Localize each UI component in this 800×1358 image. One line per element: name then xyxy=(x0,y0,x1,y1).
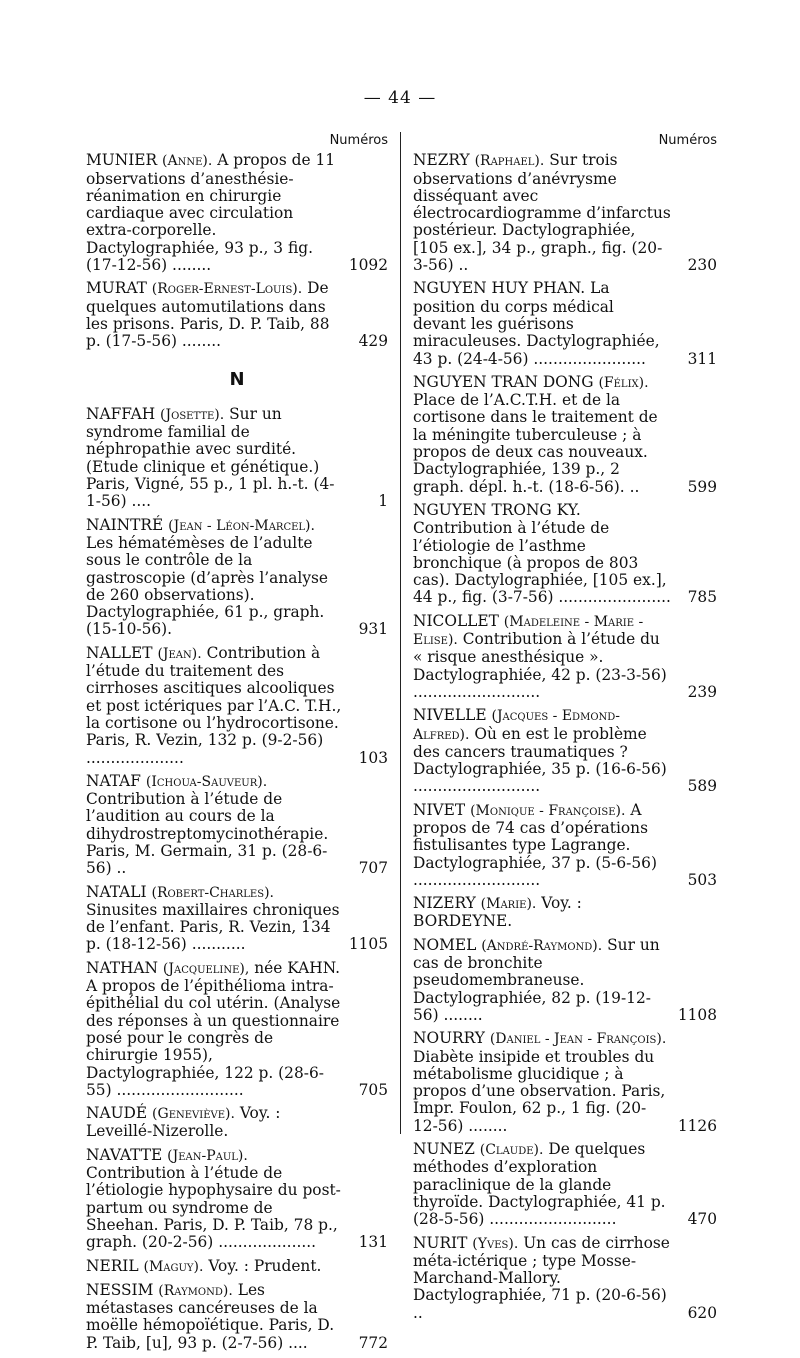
author-given-names: (André-Raymond). xyxy=(481,937,603,954)
author-name: NEZRY xyxy=(413,151,470,170)
author-given-names: (Raphael). xyxy=(474,153,545,170)
author-given-names: (Maguy). xyxy=(143,1258,204,1275)
left-column xyxy=(86,132,388,1358)
author-name: MUNIER xyxy=(86,151,158,170)
author-name: NGUYEN TRONG KY. xyxy=(413,500,581,519)
entry-number: 131 xyxy=(358,1233,388,1252)
thesis-description: La position du corps médical devant les guérisons miraculeuses. Dactylographiée, 43 p. (24-4-56) ....................... xyxy=(413,279,660,368)
bibliography-entry xyxy=(86,280,388,350)
column-header-numeros: Numéros xyxy=(658,133,717,148)
thesis-description: née KAHN. A propos de l’épithélioma intra-épithélial du col utérin. (Analyse des réponses à un questionnaire posé pour le congrès de chirurgie 1955), Dactylographiée, 122 p. (28-6-55) .......................... xyxy=(86,958,341,1099)
author-name: NGUYEN TRAN DONG xyxy=(413,372,594,391)
author-given-names: (Jean). xyxy=(157,645,202,662)
thesis-description: Sur trois observations d’anévrysme disséquant avec électrocardiogramme d’infarctus postérieur. Dactylographiée, [105 ex.], 34 p., graph., fig. (20-3-56) .. xyxy=(413,151,671,275)
thesis-description: Voy. : BORDEYNE. xyxy=(413,894,582,931)
bibliography-entry xyxy=(413,280,717,367)
author-given-names: (Anne). xyxy=(162,153,213,170)
thesis-description: Voy. : Prudent. xyxy=(208,1256,322,1275)
right-entries xyxy=(413,152,717,1322)
thesis-description: Place de l’A.C.T.H. et de la cortisone dans le traitement de la méningite tuberculeuse ; à propos de deux cas nouveaux. Dactylographiée, 139 p., 2 graph. dépl. h.-t. (18-6-56). .. xyxy=(413,391,658,496)
bibliography-entry xyxy=(413,707,717,795)
author-name: NATAF xyxy=(86,771,141,790)
thesis-description: Sinusites maxillaires chroniques de l’enfant. Paris, R. Vezin, 134 p. (18-12-56) ........... xyxy=(86,900,340,954)
thesis-description: Sur un syndrome familial de néphropathie avec surdité. (Etude clinique et génétique.) Paris, Vigné, 55 p., 1 pl. h.-t. (4-1-56) .... xyxy=(86,404,335,511)
bibliography-entry xyxy=(86,960,388,1099)
author-name: MURAT xyxy=(86,279,147,298)
entry-number: 503 xyxy=(687,870,717,889)
thesis-description: A propos de 74 cas d’opérations fistulisantes type Lagrange. Dactylographiée, 37 p. (5-6-56) .......................... xyxy=(413,800,657,889)
bibliography-entry xyxy=(86,1147,388,1252)
author-given-names: (Josette). xyxy=(160,406,225,423)
thesis-description: Diabète insipide et troubles du métabolisme glucidique ; à propos d’une observation. Paris, Impr. Foulon, 62 p., 1 fig. (20-12-56) ........ xyxy=(413,1047,666,1135)
author-name: NOMEL xyxy=(413,935,477,954)
author-given-names: (Jacqueline), xyxy=(162,960,250,977)
bibliography-entry xyxy=(86,152,388,274)
author-name: NALLET xyxy=(86,643,153,662)
author-name: NIVELLE xyxy=(413,706,487,725)
author-name: NUNEZ xyxy=(413,1140,475,1159)
bibliography-entry xyxy=(413,374,717,496)
bibliography-entry xyxy=(86,1282,388,1352)
thesis-description: De quelques méthodes d’exploration paraclinique de la glande thyroïde. Dactylographiée, 41 p. (28-5-56) .......................... xyxy=(413,1140,666,1229)
author-given-names: (Jean-Paul). xyxy=(167,1147,248,1164)
column-divider xyxy=(400,132,401,1134)
thesis-description: Contribution à l’étude de l’étiologie hypophysaire du post-partum ou syndrome de Sheehan. Paris, D. P. Taib, 78 p., graph. (20-2-56) .................... xyxy=(86,1164,341,1252)
author-name: NAVATTE xyxy=(86,1145,163,1164)
entry-number: 599 xyxy=(687,477,717,496)
thesis-description: Les métastases cancéreuses de la moëlle hémopoïétique. Paris, D. P. Taib, [u], 93 p. (2-7-56) .... xyxy=(86,1280,335,1352)
author-name: NICOLLET xyxy=(413,611,499,630)
bibliography-entry xyxy=(413,613,717,701)
author-given-names: (Roger-Ernest-Louis). xyxy=(151,281,303,298)
author-name: NOURRY xyxy=(413,1029,485,1048)
entry-number: 772 xyxy=(358,1333,388,1352)
entry-number: 705 xyxy=(358,1080,388,1099)
author-name: NATHAN xyxy=(86,958,159,977)
bibliography-entry xyxy=(86,884,388,954)
author-name: NIZERY xyxy=(413,894,476,913)
thesis-description: Les hématémèses de l’adulte sous le contrôle de la gastroscopie (d’après l’analyse de 260 observations). Dactylographiée, 61 p., graph. (15-10-56). xyxy=(86,533,329,639)
entry-number: 470 xyxy=(687,1210,717,1229)
author-name: NIVET xyxy=(413,800,466,819)
bibliography-entry xyxy=(86,645,388,767)
bibliography-entry xyxy=(86,1258,388,1276)
entry-number: 1105 xyxy=(348,935,388,954)
bibliography-entry xyxy=(86,1105,388,1141)
author-name: NERIL xyxy=(86,1256,139,1275)
entry-number: 239 xyxy=(687,682,717,701)
left-entries-a xyxy=(86,152,388,350)
author-given-names: (Daniel - Jean - François). xyxy=(489,1031,667,1048)
bibliography-entry xyxy=(86,773,388,878)
entry-number: 589 xyxy=(687,777,717,796)
author-given-names: (Jean - Léon-Marcel). xyxy=(168,517,315,534)
entry-number: 785 xyxy=(687,588,717,607)
author-given-names: (Claude). xyxy=(479,1142,544,1159)
left-entries-b xyxy=(86,406,388,1352)
entry-number: 311 xyxy=(687,349,717,368)
entry-number: 230 xyxy=(687,256,717,275)
bibliography-entry xyxy=(413,1030,717,1135)
bibliography-entry xyxy=(413,1141,717,1228)
entry-number: 1092 xyxy=(348,256,388,275)
author-given-names: (Madeleine - Marie - Elise). xyxy=(413,613,644,649)
author-name: NURIT xyxy=(413,1233,468,1252)
right-column xyxy=(413,132,717,1328)
thesis-description: Contribution à l’étude du traitement des cirrhoses ascitiques alcooliques et post ictériques par l’A.C. T.H., la cortisone ou l’hydrocortisone. Paris, R. Vezin, 132 p. (9-2-56) .................... xyxy=(86,643,342,767)
bibliography-entry xyxy=(86,406,388,511)
author-name: NAFFAH xyxy=(86,404,156,423)
author-given-names: (Félix). xyxy=(598,374,649,391)
author-given-names: (Jacques - Edmond-Alfred). xyxy=(413,708,621,743)
thesis-description: A propos de 11 observations d’anesthésie-réanimation en chirurgie cardiaque avec circulation extra-corporelle. Dactylographiée, 93 p., 3 fig. (17-12-56) ........ xyxy=(86,151,336,275)
author-given-names: (Ichoua-Sauveur). xyxy=(145,773,268,790)
thesis-description: Contribution à l’étude de l’audition au cours de la dihydrostreptomycinothérapie. Paris, M. Germain, 31 p. (28-6-56) .. xyxy=(86,790,329,878)
bibliography-entry xyxy=(413,937,717,1024)
author-name: NATALI xyxy=(86,882,147,901)
author-given-names: (Raymond). xyxy=(158,1282,233,1299)
bibliography-entry xyxy=(86,517,388,639)
entry-number: 620 xyxy=(687,1303,717,1322)
bibliography-entry xyxy=(413,802,717,889)
entry-number: 707 xyxy=(358,859,388,878)
thesis-description: Où en est le problème des cancers traumatiques ? Dactylographiée, 35 p. (16-6-56) .......................... xyxy=(413,724,667,796)
entry-number: 429 xyxy=(358,332,388,351)
entry-number: 1108 xyxy=(677,1005,717,1024)
thesis-description: Voy. : Leveillé-Nizerolle. xyxy=(86,1104,281,1141)
bibliography-entry xyxy=(413,895,717,931)
author-given-names: (Monique - Françoise). xyxy=(470,802,626,819)
thesis-description: Sur un cas de bronchite pseudomembraneuse. Dactylographiée, 82 p. (19-12-56) ........ xyxy=(413,935,660,1024)
entry-number: 103 xyxy=(358,748,388,767)
entry-number: 931 xyxy=(358,620,388,639)
thesis-description: Un cas de cirrhose méta-ictérique ; type Mosse-Marchand-Mallory. Dactylographiée, 71 p. (20-6-56) .. xyxy=(413,1233,670,1322)
author-given-names: (Robert-Charles). xyxy=(151,884,274,901)
author-name: NESSIM xyxy=(86,1280,154,1299)
author-given-names: (Geneviève). xyxy=(152,1106,235,1123)
page-number: — 44 — xyxy=(363,88,437,108)
bibliography-entry xyxy=(413,1235,717,1322)
bibliography-entry xyxy=(413,502,717,607)
entry-number: 1126 xyxy=(677,1116,717,1135)
author-name: NAUDÉ xyxy=(86,1104,148,1123)
column-header-numeros: Numéros xyxy=(329,133,388,148)
thesis-description: Contribution à l’étude de l’étiologie de l’asthme bronchique (à propos de 803 cas). Dactylographiée, [105 ex.], 44 p., fig. (3-7-56) ....................... xyxy=(413,519,671,607)
entry-number: 1 xyxy=(378,492,388,511)
author-given-names: (Marie). xyxy=(480,896,537,913)
bibliography-entry xyxy=(413,152,717,274)
author-name: NAINTRÉ xyxy=(86,515,164,534)
thesis-description: Contribution à l’étude du « risque anesthésique ». Dactylographiée, 42 p. (23-3-56) .......................... xyxy=(413,630,667,701)
thesis-description: De quelques automutilations dans les prisons. Paris, D. P. Taib, 88 p. (17-5-56) ........ xyxy=(86,279,330,351)
section-letter: N xyxy=(229,368,245,390)
author-given-names: (Yves). xyxy=(472,1235,519,1252)
author-name: NGUYEN HUY PHAN. xyxy=(413,279,586,298)
